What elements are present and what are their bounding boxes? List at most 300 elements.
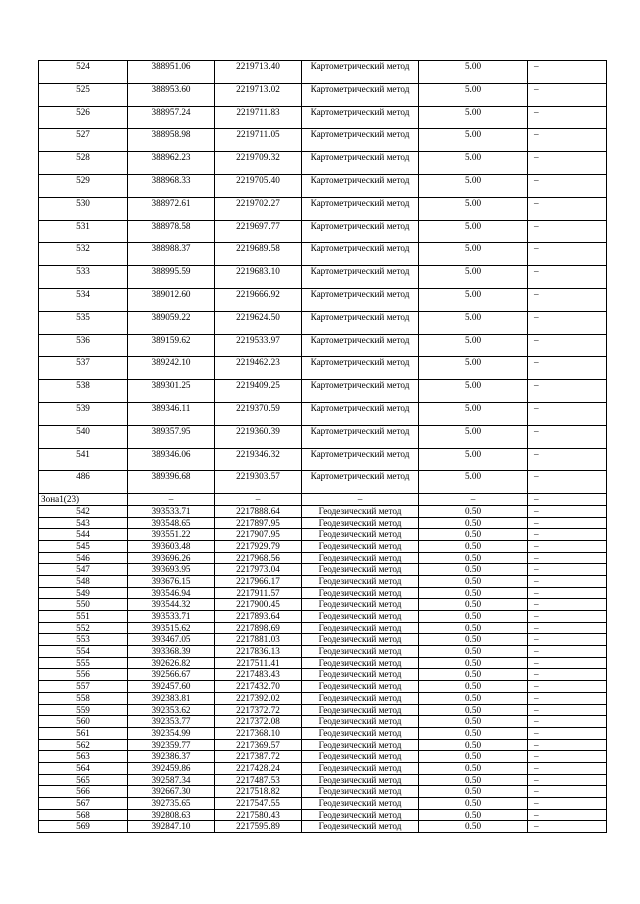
table-row — [39, 129, 607, 152]
x-coordinate-cell: 393544.32 — [128, 599, 215, 611]
point-number-cell: 537 — [39, 357, 128, 380]
x-coordinate-cell: 389396.68 — [128, 471, 215, 494]
x-coordinate-cell: 388968.33 — [128, 174, 215, 197]
y-coordinate-cell: 2219346.32 — [215, 448, 302, 471]
table-row — [39, 681, 607, 693]
point-number-cell: 532 — [39, 243, 128, 266]
point-number-cell: 566 — [39, 786, 128, 798]
accuracy-cell: 5.00 — [419, 83, 528, 106]
table-row — [39, 174, 607, 197]
method-cell: Геодезический метод — [302, 552, 419, 564]
x-coordinate-cell: 388953.60 — [128, 83, 215, 106]
note-cell: – — [528, 83, 607, 106]
note-cell: – — [528, 61, 607, 84]
point-number-cell: 555 — [39, 657, 128, 669]
method-cell: Картометрический метод — [302, 471, 419, 494]
note-cell: – — [528, 716, 607, 728]
point-number-cell: 545 — [39, 540, 128, 552]
y-coordinate-cell: 2217973.04 — [215, 564, 302, 576]
y-coordinate-cell: 2219462.23 — [215, 357, 302, 380]
method-cell: Картометрический метод — [302, 174, 419, 197]
x-coordinate-cell: 392808.63 — [128, 809, 215, 821]
y-coordinate-cell: 2217432.70 — [215, 681, 302, 693]
note-cell: – — [528, 809, 607, 821]
method-cell: Геодезический метод — [302, 739, 419, 751]
method-cell: Картометрический метод — [302, 197, 419, 220]
table-row — [39, 540, 607, 552]
point-number-cell: 562 — [39, 739, 128, 751]
method-cell: Картометрический метод — [302, 357, 419, 380]
y-coordinate-cell: 2217907.95 — [215, 529, 302, 541]
point-number-cell: 542 — [39, 505, 128, 517]
note-cell: – — [528, 587, 607, 599]
accuracy-cell: 0.50 — [419, 809, 528, 821]
note-cell: – — [528, 494, 607, 506]
x-coordinate-cell: 388988.37 — [128, 243, 215, 266]
note-cell: – — [528, 540, 607, 552]
y-coordinate-cell: 2219713.40 — [215, 61, 302, 84]
table-row — [39, 334, 607, 357]
table-row — [39, 425, 607, 448]
x-coordinate-cell: 389012.60 — [128, 288, 215, 311]
accuracy-cell: 5.00 — [419, 197, 528, 220]
note-cell: – — [528, 739, 607, 751]
note-cell: – — [528, 575, 607, 587]
table-row — [39, 471, 607, 494]
x-coordinate-cell: 392353.62 — [128, 704, 215, 716]
x-coordinate-cell: 392566.67 — [128, 669, 215, 681]
y-coordinate-cell: 2217898.69 — [215, 622, 302, 634]
table-row — [39, 529, 607, 541]
method-cell: Картометрический метод — [302, 380, 419, 403]
accuracy-cell: – — [419, 494, 528, 506]
x-coordinate-cell: 392847.10 — [128, 821, 215, 833]
note-cell: – — [528, 334, 607, 357]
note-cell: – — [528, 564, 607, 576]
x-coordinate-cell: 389357.95 — [128, 425, 215, 448]
note-cell: – — [528, 727, 607, 739]
accuracy-cell: 0.50 — [419, 540, 528, 552]
note-cell: – — [528, 220, 607, 243]
y-coordinate-cell: 2217881.03 — [215, 634, 302, 646]
table-row — [39, 646, 607, 658]
table-row — [39, 517, 607, 529]
note-cell: – — [528, 552, 607, 564]
x-coordinate-cell: 388995.59 — [128, 266, 215, 289]
method-cell: Картометрический метод — [302, 448, 419, 471]
accuracy-cell: 5.00 — [419, 61, 528, 84]
table-row — [39, 809, 607, 821]
y-coordinate-cell: 2217836.13 — [215, 646, 302, 658]
y-coordinate-cell: 2219689.58 — [215, 243, 302, 266]
point-number-cell: 553 — [39, 634, 128, 646]
point-number-cell: 565 — [39, 774, 128, 786]
method-cell: Геодезический метод — [302, 517, 419, 529]
note-cell: – — [528, 657, 607, 669]
x-coordinate-cell: 392667.30 — [128, 786, 215, 798]
y-coordinate-cell: 2219624.50 — [215, 311, 302, 334]
x-coordinate-cell: 392587.34 — [128, 774, 215, 786]
point-number-cell: 535 — [39, 311, 128, 334]
note-cell: – — [528, 599, 607, 611]
table-row — [39, 505, 607, 517]
method-cell: Картометрический метод — [302, 152, 419, 175]
table-row — [39, 634, 607, 646]
y-coordinate-cell: 2217387.72 — [215, 751, 302, 763]
note-cell: – — [528, 611, 607, 623]
table-row — [39, 152, 607, 175]
x-coordinate-cell: 389301.25 — [128, 380, 215, 403]
accuracy-cell: 0.50 — [419, 751, 528, 763]
y-coordinate-cell: 2219533.97 — [215, 334, 302, 357]
x-coordinate-cell: 393533.71 — [128, 611, 215, 623]
method-cell: Геодезический метод — [302, 564, 419, 576]
y-coordinate-cell: 2219666.92 — [215, 288, 302, 311]
point-number-cell: 559 — [39, 704, 128, 716]
method-cell: Геодезический метод — [302, 505, 419, 517]
method-cell: Геодезический метод — [302, 692, 419, 704]
method-cell: Картометрический метод — [302, 402, 419, 425]
point-number-cell: 539 — [39, 402, 128, 425]
table-row — [39, 786, 607, 798]
point-number-cell: 558 — [39, 692, 128, 704]
coordinates-table — [38, 60, 607, 833]
accuracy-cell: 0.50 — [419, 716, 528, 728]
point-number-cell: 530 — [39, 197, 128, 220]
point-number-cell: 567 — [39, 798, 128, 810]
y-coordinate-cell: 2217929.79 — [215, 540, 302, 552]
x-coordinate-cell: 389059.22 — [128, 311, 215, 334]
method-cell: Картометрический метод — [302, 61, 419, 84]
point-number-cell: 557 — [39, 681, 128, 693]
zone-header-row — [39, 494, 607, 506]
method-cell: Геодезический метод — [302, 786, 419, 798]
y-coordinate-cell: 2219713.02 — [215, 83, 302, 106]
y-coordinate-cell: 2217595.89 — [215, 821, 302, 833]
accuracy-cell: 5.00 — [419, 288, 528, 311]
method-cell: Геодезический метод — [302, 587, 419, 599]
y-coordinate-cell: 2217580.43 — [215, 809, 302, 821]
table-row — [39, 357, 607, 380]
note-cell: – — [528, 357, 607, 380]
point-number-cell: 568 — [39, 809, 128, 821]
accuracy-cell: 0.50 — [419, 692, 528, 704]
method-cell: Картометрический метод — [302, 220, 419, 243]
y-coordinate-cell: 2217893.64 — [215, 611, 302, 623]
y-coordinate-cell: 2219705.40 — [215, 174, 302, 197]
y-coordinate-cell: 2217518.82 — [215, 786, 302, 798]
y-coordinate-cell: 2219303.57 — [215, 471, 302, 494]
y-coordinate-cell: 2217368.10 — [215, 727, 302, 739]
point-number-cell: 547 — [39, 564, 128, 576]
note-cell: – — [528, 425, 607, 448]
method-cell: Картометрический метод — [302, 311, 419, 334]
method-cell: Геодезический метод — [302, 681, 419, 693]
accuracy-cell: 0.50 — [419, 587, 528, 599]
method-cell: Геодезический метод — [302, 611, 419, 623]
accuracy-cell: 5.00 — [419, 402, 528, 425]
x-coordinate-cell: – — [128, 494, 215, 506]
note-cell: – — [528, 311, 607, 334]
y-coordinate-cell: – — [215, 494, 302, 506]
y-coordinate-cell: 2217911.57 — [215, 587, 302, 599]
point-number-cell: 550 — [39, 599, 128, 611]
table-row — [39, 288, 607, 311]
x-coordinate-cell: 388962.23 — [128, 152, 215, 175]
method-cell: Геодезический метод — [302, 622, 419, 634]
method-cell: Геодезический метод — [302, 751, 419, 763]
note-cell: – — [528, 129, 607, 152]
accuracy-cell: 5.00 — [419, 152, 528, 175]
y-coordinate-cell: 2217369.57 — [215, 739, 302, 751]
accuracy-cell: 0.50 — [419, 657, 528, 669]
y-coordinate-cell: 2217392.02 — [215, 692, 302, 704]
table-row — [39, 762, 607, 774]
table-row — [39, 599, 607, 611]
table-row — [39, 751, 607, 763]
note-cell: – — [528, 197, 607, 220]
accuracy-cell: 5.00 — [419, 174, 528, 197]
accuracy-cell: 0.50 — [419, 821, 528, 833]
method-cell: Геодезический метод — [302, 540, 419, 552]
y-coordinate-cell: 2217372.08 — [215, 716, 302, 728]
y-coordinate-cell: 2219709.32 — [215, 152, 302, 175]
note-cell: – — [528, 646, 607, 658]
note-cell: – — [528, 288, 607, 311]
y-coordinate-cell: 2219360.39 — [215, 425, 302, 448]
coordinates-page — [38, 60, 580, 833]
table-row — [39, 311, 607, 334]
table-row — [39, 622, 607, 634]
table-row — [39, 739, 607, 751]
point-number-cell: 563 — [39, 751, 128, 763]
method-cell: Картометрический метод — [302, 129, 419, 152]
x-coordinate-cell: 392626.82 — [128, 657, 215, 669]
x-coordinate-cell: 389346.06 — [128, 448, 215, 471]
method-cell: Геодезический метод — [302, 704, 419, 716]
table-row — [39, 821, 607, 833]
table-row — [39, 798, 607, 810]
accuracy-cell: 0.50 — [419, 634, 528, 646]
method-cell: Геодезический метод — [302, 657, 419, 669]
y-coordinate-cell: 2217968.56 — [215, 552, 302, 564]
x-coordinate-cell: 393515.62 — [128, 622, 215, 634]
x-coordinate-cell: 393548.65 — [128, 517, 215, 529]
method-cell: Геодезический метод — [302, 798, 419, 810]
table-row — [39, 669, 607, 681]
x-coordinate-cell: 388951.06 — [128, 61, 215, 84]
x-coordinate-cell: 393368.39 — [128, 646, 215, 658]
y-coordinate-cell: 2217428.24 — [215, 762, 302, 774]
y-coordinate-cell: 2219711.83 — [215, 106, 302, 129]
table-row — [39, 402, 607, 425]
method-cell: Геодезический метод — [302, 575, 419, 587]
table-row — [39, 197, 607, 220]
coordinates-table-body — [39, 61, 607, 833]
table-row — [39, 704, 607, 716]
table-row — [39, 220, 607, 243]
accuracy-cell: 5.00 — [419, 220, 528, 243]
method-cell: Картометрический метод — [302, 334, 419, 357]
y-coordinate-cell: 2217483.43 — [215, 669, 302, 681]
y-coordinate-cell: 2217966.17 — [215, 575, 302, 587]
method-cell: Геодезический метод — [302, 669, 419, 681]
point-number-cell: 534 — [39, 288, 128, 311]
x-coordinate-cell: 388957.24 — [128, 106, 215, 129]
table-row — [39, 774, 607, 786]
note-cell: – — [528, 681, 607, 693]
point-number-cell: 486 — [39, 471, 128, 494]
zone-label: Зона1(23) — [39, 494, 128, 506]
point-number-cell: 560 — [39, 716, 128, 728]
x-coordinate-cell: 388978.58 — [128, 220, 215, 243]
note-cell: – — [528, 243, 607, 266]
accuracy-cell: 5.00 — [419, 357, 528, 380]
accuracy-cell: 0.50 — [419, 599, 528, 611]
method-cell: Картометрический метод — [302, 288, 419, 311]
accuracy-cell: 0.50 — [419, 517, 528, 529]
accuracy-cell: 0.50 — [419, 704, 528, 716]
table-row — [39, 61, 607, 84]
accuracy-cell: 0.50 — [419, 669, 528, 681]
x-coordinate-cell: 393467.05 — [128, 634, 215, 646]
note-cell: – — [528, 448, 607, 471]
method-cell: Картометрический метод — [302, 83, 419, 106]
note-cell: – — [528, 505, 607, 517]
y-coordinate-cell: 2219697.77 — [215, 220, 302, 243]
table-row — [39, 448, 607, 471]
point-number-cell: 538 — [39, 380, 128, 403]
x-coordinate-cell: 389346.11 — [128, 402, 215, 425]
x-coordinate-cell: 389242.10 — [128, 357, 215, 380]
note-cell: – — [528, 786, 607, 798]
table-row — [39, 83, 607, 106]
accuracy-cell: 0.50 — [419, 786, 528, 798]
point-number-cell: 524 — [39, 61, 128, 84]
accuracy-cell: 0.50 — [419, 564, 528, 576]
method-cell: Геодезический метод — [302, 529, 419, 541]
point-number-cell: 526 — [39, 106, 128, 129]
method-cell: Геодезический метод — [302, 646, 419, 658]
accuracy-cell: 5.00 — [419, 266, 528, 289]
note-cell: – — [528, 669, 607, 681]
note-cell: – — [528, 402, 607, 425]
note-cell: – — [528, 174, 607, 197]
y-coordinate-cell: 2219409.25 — [215, 380, 302, 403]
table-row — [39, 564, 607, 576]
accuracy-cell: 5.00 — [419, 129, 528, 152]
method-cell: Геодезический метод — [302, 727, 419, 739]
x-coordinate-cell: 393533.71 — [128, 505, 215, 517]
note-cell: – — [528, 798, 607, 810]
table-row — [39, 552, 607, 564]
accuracy-cell: 0.50 — [419, 646, 528, 658]
table-row — [39, 692, 607, 704]
table-row — [39, 243, 607, 266]
point-number-cell: 541 — [39, 448, 128, 471]
point-number-cell: 564 — [39, 762, 128, 774]
y-coordinate-cell: 2219683.10 — [215, 266, 302, 289]
method-cell: Картометрический метод — [302, 106, 419, 129]
method-cell: Геодезический метод — [302, 809, 419, 821]
point-number-cell: 548 — [39, 575, 128, 587]
method-cell: Геодезический метод — [302, 716, 419, 728]
x-coordinate-cell: 388972.61 — [128, 197, 215, 220]
method-cell: Картометрический метод — [302, 266, 419, 289]
x-coordinate-cell: 393693.95 — [128, 564, 215, 576]
table-row — [39, 266, 607, 289]
accuracy-cell: 0.50 — [419, 727, 528, 739]
point-number-cell: 543 — [39, 517, 128, 529]
note-cell: – — [528, 622, 607, 634]
note-cell: – — [528, 634, 607, 646]
point-number-cell: 561 — [39, 727, 128, 739]
point-number-cell: 533 — [39, 266, 128, 289]
note-cell: – — [528, 471, 607, 494]
note-cell: – — [528, 704, 607, 716]
point-number-cell: 556 — [39, 669, 128, 681]
method-cell: Геодезический метод — [302, 762, 419, 774]
y-coordinate-cell: 2219702.27 — [215, 197, 302, 220]
note-cell: – — [528, 266, 607, 289]
y-coordinate-cell: 2217547.55 — [215, 798, 302, 810]
accuracy-cell: 5.00 — [419, 311, 528, 334]
accuracy-cell: 0.50 — [419, 505, 528, 517]
x-coordinate-cell: 392735.65 — [128, 798, 215, 810]
x-coordinate-cell: 389159.62 — [128, 334, 215, 357]
accuracy-cell: 5.00 — [419, 380, 528, 403]
method-cell: Геодезический метод — [302, 774, 419, 786]
table-row — [39, 575, 607, 587]
point-number-cell: 551 — [39, 611, 128, 623]
note-cell: – — [528, 529, 607, 541]
x-coordinate-cell: 392383.81 — [128, 692, 215, 704]
table-row — [39, 716, 607, 728]
accuracy-cell: 5.00 — [419, 334, 528, 357]
accuracy-cell: 5.00 — [419, 243, 528, 266]
x-coordinate-cell: 392359.77 — [128, 739, 215, 751]
point-number-cell: 549 — [39, 587, 128, 599]
x-coordinate-cell: 392459.86 — [128, 762, 215, 774]
x-coordinate-cell: 392457.60 — [128, 681, 215, 693]
accuracy-cell: 0.50 — [419, 611, 528, 623]
accuracy-cell: 5.00 — [419, 471, 528, 494]
x-coordinate-cell: 393546.94 — [128, 587, 215, 599]
method-cell: Геодезический метод — [302, 821, 419, 833]
accuracy-cell: 5.00 — [419, 448, 528, 471]
accuracy-cell: 5.00 — [419, 106, 528, 129]
table-row — [39, 611, 607, 623]
point-number-cell: 552 — [39, 622, 128, 634]
accuracy-cell: 0.50 — [419, 739, 528, 751]
point-number-cell: 525 — [39, 83, 128, 106]
note-cell: – — [528, 692, 607, 704]
accuracy-cell: 0.50 — [419, 774, 528, 786]
table-row — [39, 380, 607, 403]
accuracy-cell: 0.50 — [419, 575, 528, 587]
point-number-cell: 544 — [39, 529, 128, 541]
table-row — [39, 106, 607, 129]
point-number-cell: 527 — [39, 129, 128, 152]
y-coordinate-cell: 2217900.45 — [215, 599, 302, 611]
note-cell: – — [528, 517, 607, 529]
point-number-cell: 536 — [39, 334, 128, 357]
table-row — [39, 657, 607, 669]
note-cell: – — [528, 106, 607, 129]
note-cell: – — [528, 821, 607, 833]
x-coordinate-cell: 392386.37 — [128, 751, 215, 763]
note-cell: – — [528, 152, 607, 175]
